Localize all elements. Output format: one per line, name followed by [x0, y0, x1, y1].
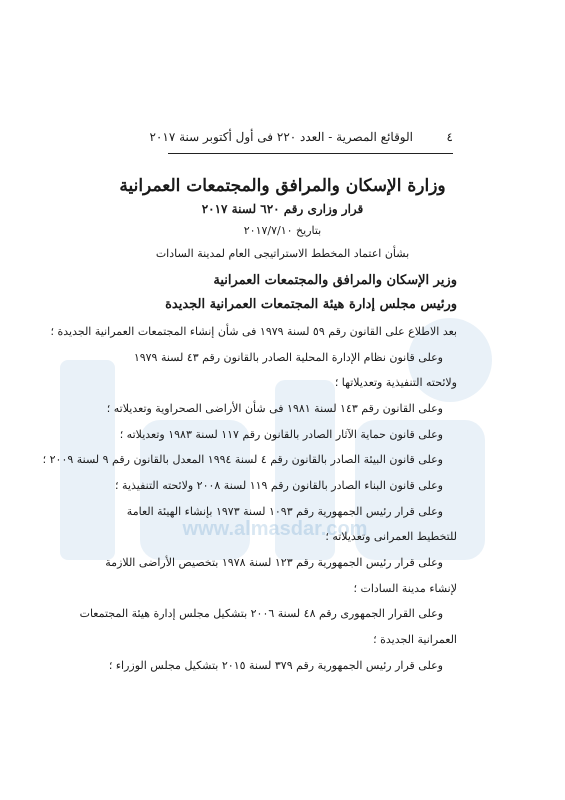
body-line: وعلى القانون رقم ١٤٣ لسنة ١٩٨١ فى شأن الأراضى الصحراوية وتعديلاته ؛	[106, 402, 443, 415]
body-line: بعد الاطلاع على القانون رقم ٥٩ لسنة ١٩٧٩ فى شأن إنشاء المجتمعات العمرانية الجديدة ؛	[50, 325, 457, 338]
body-line: العمرانية الجديدة ؛	[373, 633, 457, 646]
decree-date: بتاريخ ٢٠١٧/٧/١٠	[243, 224, 322, 237]
body-line: وعلى القرار الجمهورى رقم ٤٨ لسنة ٢٠٠٦ بتشكيل مجلس إدارة هيئة المجتمعات	[79, 607, 443, 620]
header-divider	[168, 153, 453, 154]
body-line: وعلى قانون البيئة الصادر بالقانون رقم ٤ لسنة ١٩٩٤ المعدل بالقانون رقم ٩ لسنة ٢٠٠٩ ؛	[42, 453, 443, 466]
decree-subject: بشأن اعتماد المخطط الاستراتيجى العام لمدينة السادات	[155, 247, 410, 260]
watermark-url: www.almasdar.com	[182, 518, 368, 540]
page-number: ٤	[446, 130, 453, 144]
ministry-title: وزارة الإسكان والمرافق والمجتمعات العمرانية	[119, 176, 446, 196]
body-line: وعلى قانون حماية الآثار الصادر بالقانون رقم ١١٧ لسنة ١٩٨٣ وتعديلاته ؛	[119, 428, 443, 441]
body-line: وعلى قانون نظام الإدارة المحلية الصادر بالقانون رقم ٤٣ لسنة ١٩٧٩	[133, 351, 443, 364]
decree-number: قرار وزارى رقم ٦٢٠ لسنة ٢٠١٧	[201, 202, 364, 216]
body-line: ولائحته التنفيذية وتعديلاتها ؛	[334, 376, 457, 389]
signatory-minister: وزير الإسكان والمرافق والمجتمعات العمرانية	[213, 273, 457, 288]
body-line: للتخطيط العمرانى وتعديلاته ؛	[325, 530, 457, 543]
header-text: الوقائع المصرية - العدد ٢٢٠ فى أول أكتوبر سنة ٢٠١٧	[149, 130, 413, 144]
body-line: لإنشاء مدينة السادات ؛	[353, 582, 457, 595]
body-line: وعلى قرار رئيس الجمهورية رقم ١٠٩٣ لسنة ١٩٧٣ بإنشاء الهيئة العامة	[126, 505, 443, 518]
page-header	[149, 130, 453, 150]
signatory-chairman: ورئيس مجلس إدارة هيئة المجتمعات العمرانية الجديدة	[165, 297, 457, 312]
body-line: وعلى قانون البناء الصادر بالقانون رقم ١١٩ لسنة ٢٠٠٨ ولائحته التنفيذية ؛	[115, 479, 443, 492]
body-line: وعلى قرار رئيس الجمهورية رقم ٣٧٩ لسنة ٢٠١٥ بتشكيل مجلس الوزراء ؛	[108, 659, 443, 672]
body-line: وعلى قرار رئيس الجمهورية رقم ١٢٣ لسنة ١٩٧٨ بتخصيص الأراضى اللازمة	[105, 556, 443, 569]
